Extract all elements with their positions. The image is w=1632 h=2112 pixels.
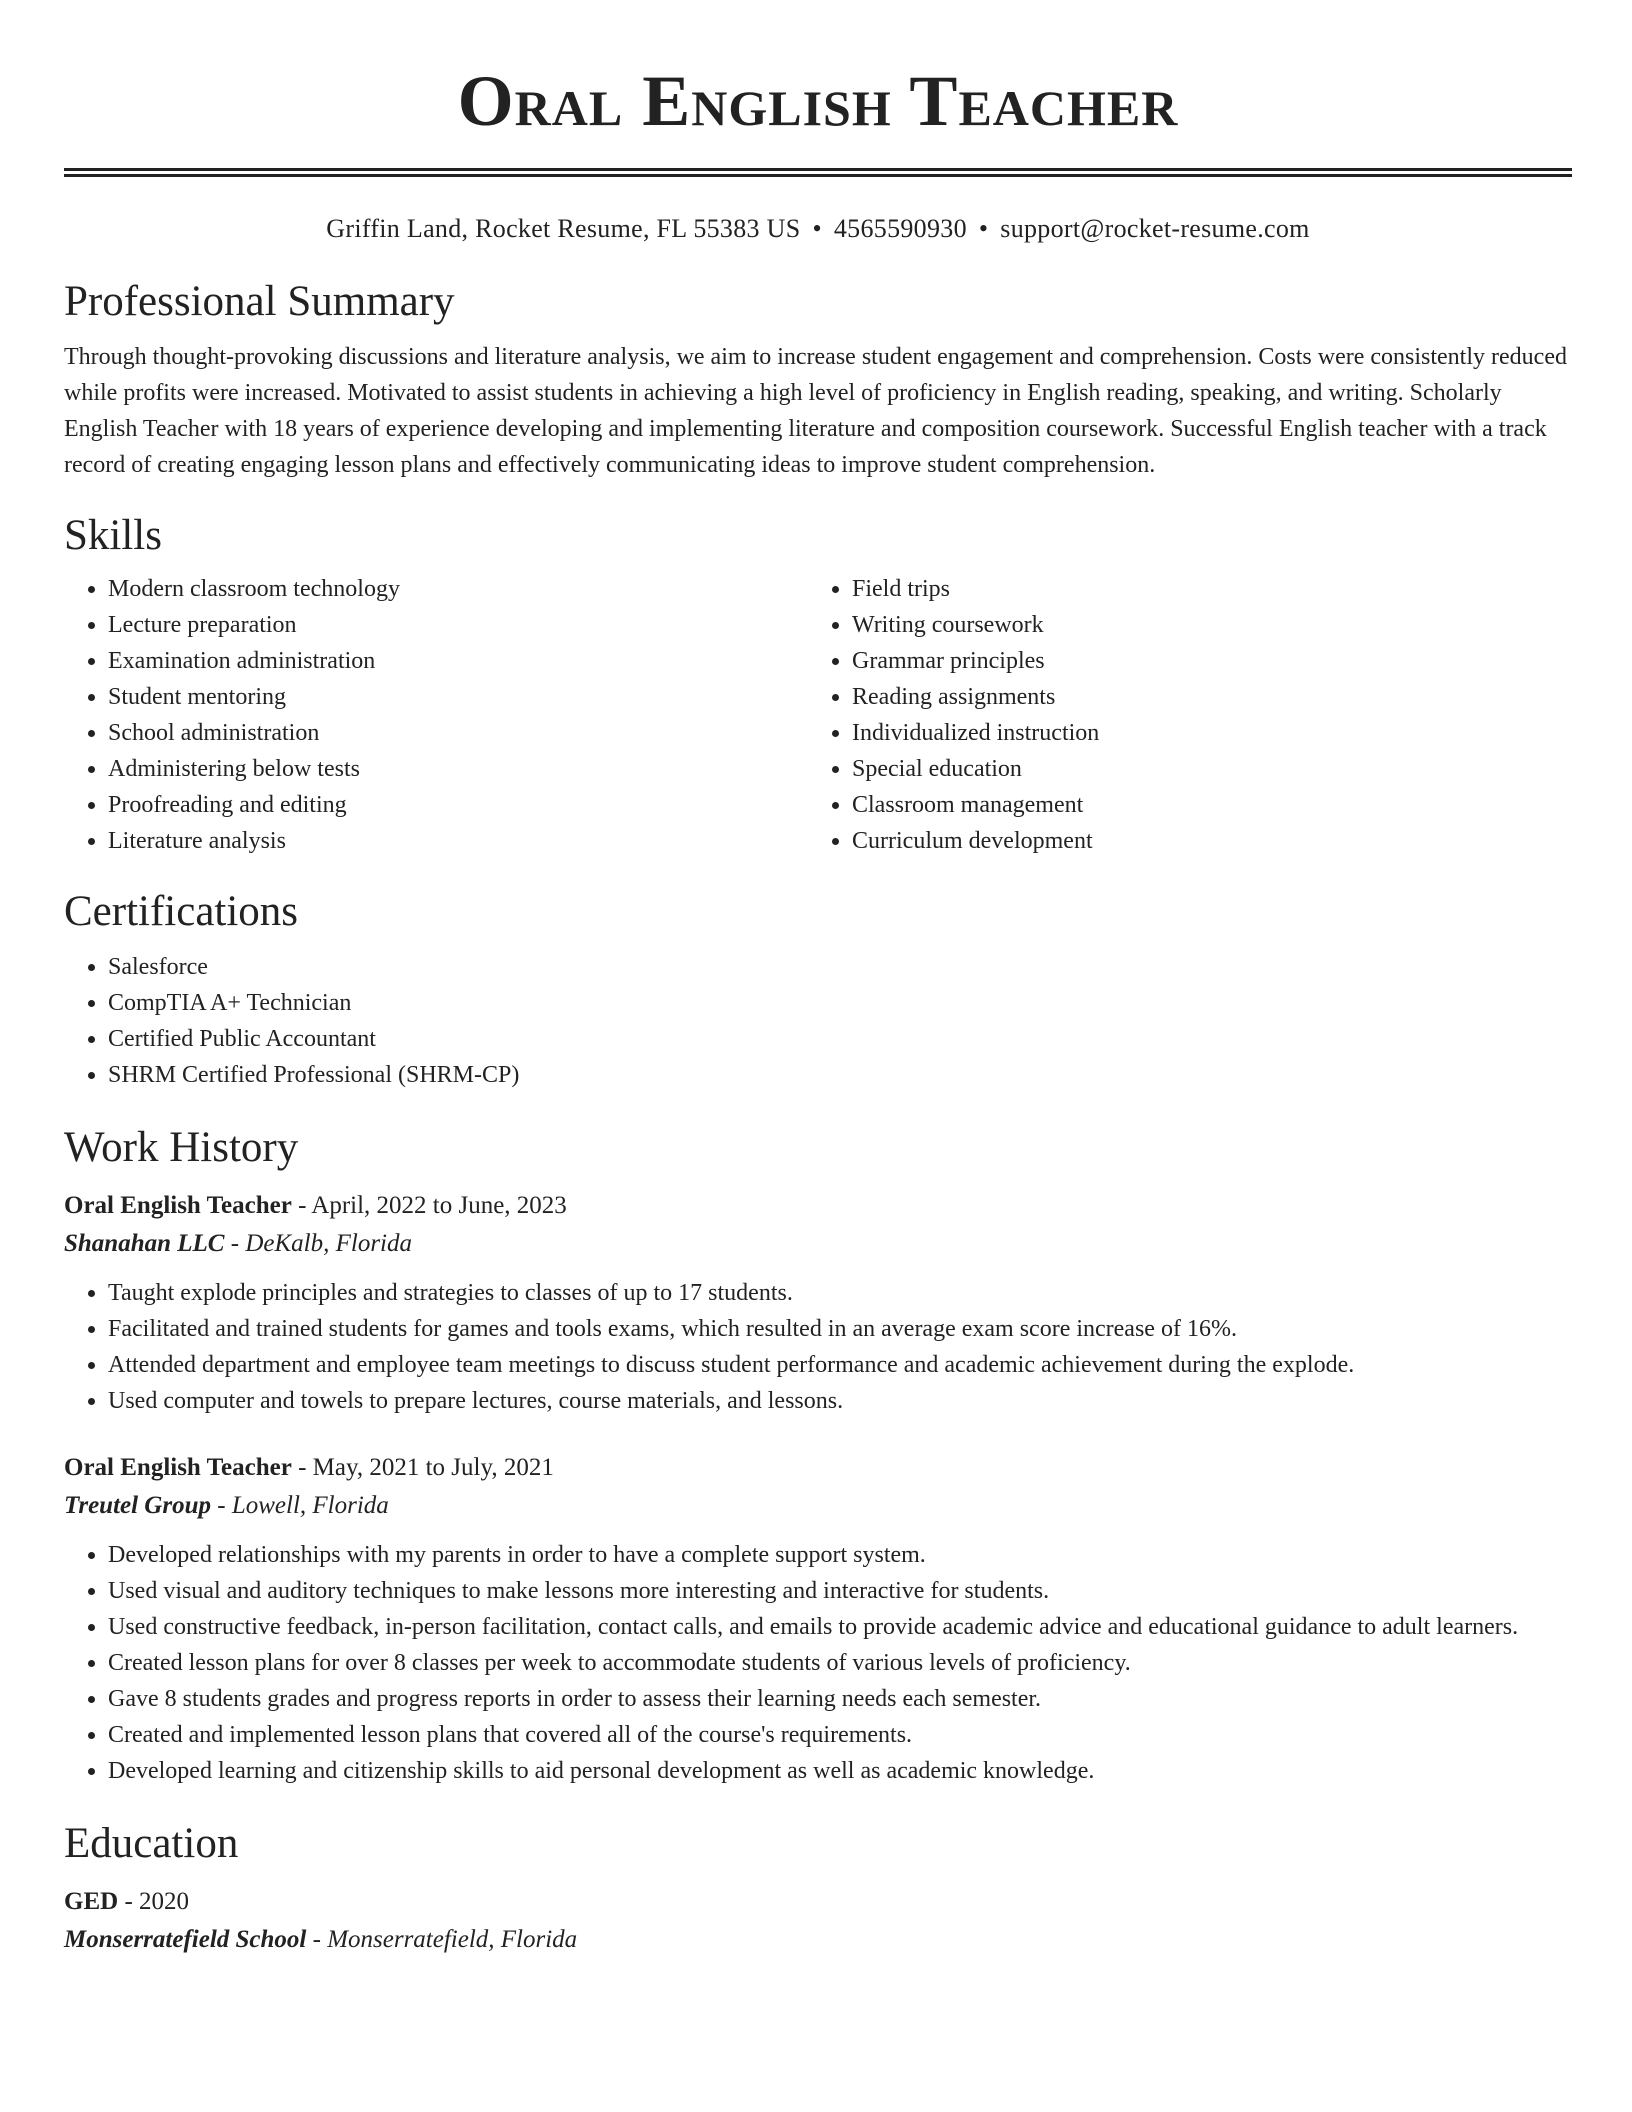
skills-column-right (808, 571, 1552, 859)
skill-item: • Special education (852, 751, 1552, 787)
skill-item: • Field trips (852, 571, 1552, 607)
job-dates: - May, 2021 to July, 2021 (291, 1454, 554, 1481)
certifications-list (64, 949, 1572, 1093)
contact-email: support@rocket-resume.com (1000, 214, 1310, 243)
skill-item: • Grammar principles (852, 643, 1552, 679)
job-bullet: • Created lesson plans for over 8 classes per week to accommodate students of various levels of proficiency. (108, 1645, 1572, 1681)
education-year: - 2020 (118, 1888, 190, 1915)
job-title-line (64, 1187, 1572, 1225)
job-bullet: • Used constructive feedback, in-person facilitation, contact calls, and emails to provide academic advice and educational guidance to adult learners. (108, 1609, 1572, 1645)
certifications-heading: Certifications (64, 888, 299, 935)
skill-item: • School administration (108, 715, 808, 751)
job-bullet: • Created and implemented lesson plans that covered all of the course's requirements. (108, 1717, 1572, 1753)
work-history-entries (64, 1187, 1572, 1789)
summary-heading: Professional Summary (64, 278, 455, 325)
resume-title: Oral English Teacher (457, 61, 1179, 141)
work-history-heading: Work History (64, 1124, 299, 1171)
education-school: Monserratefield School (64, 1926, 307, 1953)
contact-line (64, 211, 1572, 247)
job-company: Shanahan LLC (64, 1230, 225, 1257)
job-company: Treutel Group (64, 1492, 211, 1519)
certification-item: • Salesforce (108, 949, 1572, 985)
job-bullets (64, 1537, 1572, 1789)
certification-item: • CompTIA A+ Technician (108, 985, 1572, 1021)
skill-item: • Modern classroom technology (108, 571, 808, 607)
skills-heading: Skills (64, 512, 162, 559)
skills-list-left (64, 571, 808, 859)
job-entry (64, 1449, 1572, 1789)
job-company-line (64, 1225, 1572, 1263)
job-bullet: • Used computer and towels to prepare lectures, course materials, and lessons. (108, 1383, 1572, 1419)
education-school-line (64, 1921, 1572, 1959)
education-heading: Education (64, 1820, 239, 1867)
skill-item: • Classroom management (852, 787, 1552, 823)
skill-item: • Writing coursework (852, 607, 1552, 643)
job-bullet: • Used visual and auditory techniques to make lessons more interesting and interactive for students. (108, 1573, 1572, 1609)
title-divider (64, 168, 1572, 177)
job-dates: - April, 2022 to June, 2023 (291, 1192, 567, 1219)
skills-columns (64, 571, 1572, 859)
job-location: - Lowell, Florida (211, 1492, 389, 1519)
job-bullet: • Attended department and employee team meetings to discuss student performance and academic achievement during the explode. (108, 1347, 1572, 1383)
job-title: Oral English Teacher (64, 1454, 292, 1481)
summary-text: Through thought-provoking discussions and literature analysis, we aim to increase student engagement and comprehension. Costs were consistently reduced while profits were increased. Motivated to assist students in achieving a high level of proficiency in English reading, speaking, and writing. Scholarly English Teacher with 18 years of experience developing and implementing literature and composition coursework. Successful English teacher with a track record of creating engaging lesson plans and effectively communicating ideas to improve student comprehension. (64, 344, 1567, 478)
job-location: - DeKalb, Florida (224, 1230, 412, 1257)
skill-item: • Examination administration (108, 643, 808, 679)
job-title-line (64, 1449, 1572, 1487)
job-company-line (64, 1487, 1572, 1525)
job-bullet: • Developed relationships with my parents in order to have a complete support system. (108, 1537, 1572, 1573)
contact-separator: • (812, 214, 822, 243)
job-bullets (64, 1275, 1572, 1419)
certification-item: • Certified Public Accountant (108, 1021, 1572, 1057)
job-bullet: • Developed learning and citizenship skills to aid personal development as well as academic knowledge. (108, 1753, 1572, 1789)
contact-address: Griffin Land, Rocket Resume, FL 55383 US (326, 214, 801, 243)
skill-item: • Student mentoring (108, 679, 808, 715)
skill-item: • Proofreading and editing (108, 787, 808, 823)
skill-item: • Literature analysis (108, 823, 808, 859)
education-degree-line (64, 1883, 1572, 1921)
job-bullet: • Gave 8 students grades and progress reports in order to assess their learning needs each semester. (108, 1681, 1572, 1717)
skills-list-right (808, 571, 1552, 859)
contact-phone: 4565590930 (833, 214, 967, 243)
skill-item: • Administering below tests (108, 751, 808, 787)
job-entry (64, 1187, 1572, 1419)
resume-page (64, 0, 1572, 1959)
skill-item: • Curriculum development (852, 823, 1552, 859)
education-entry (64, 1883, 1572, 1959)
skill-item: • Lecture preparation (108, 607, 808, 643)
skills-column-left (64, 571, 808, 859)
education-location: - Monserratefield, Florida (306, 1926, 578, 1953)
job-bullet: • Facilitated and trained students for games and tools exams, which resulted in an average exam score increase of 16%. (108, 1311, 1572, 1347)
job-bullet: • Taught explode principles and strategies to classes of up to 17 students. (108, 1275, 1572, 1311)
certification-item: • SHRM Certified Professional (SHRM-CP) (108, 1057, 1572, 1093)
skill-item: • Individualized instruction (852, 715, 1552, 751)
education-degree: GED (64, 1888, 119, 1915)
skill-item: • Reading assignments (852, 679, 1552, 715)
job-title: Oral English Teacher (64, 1192, 292, 1219)
contact-separator: • (978, 214, 989, 243)
